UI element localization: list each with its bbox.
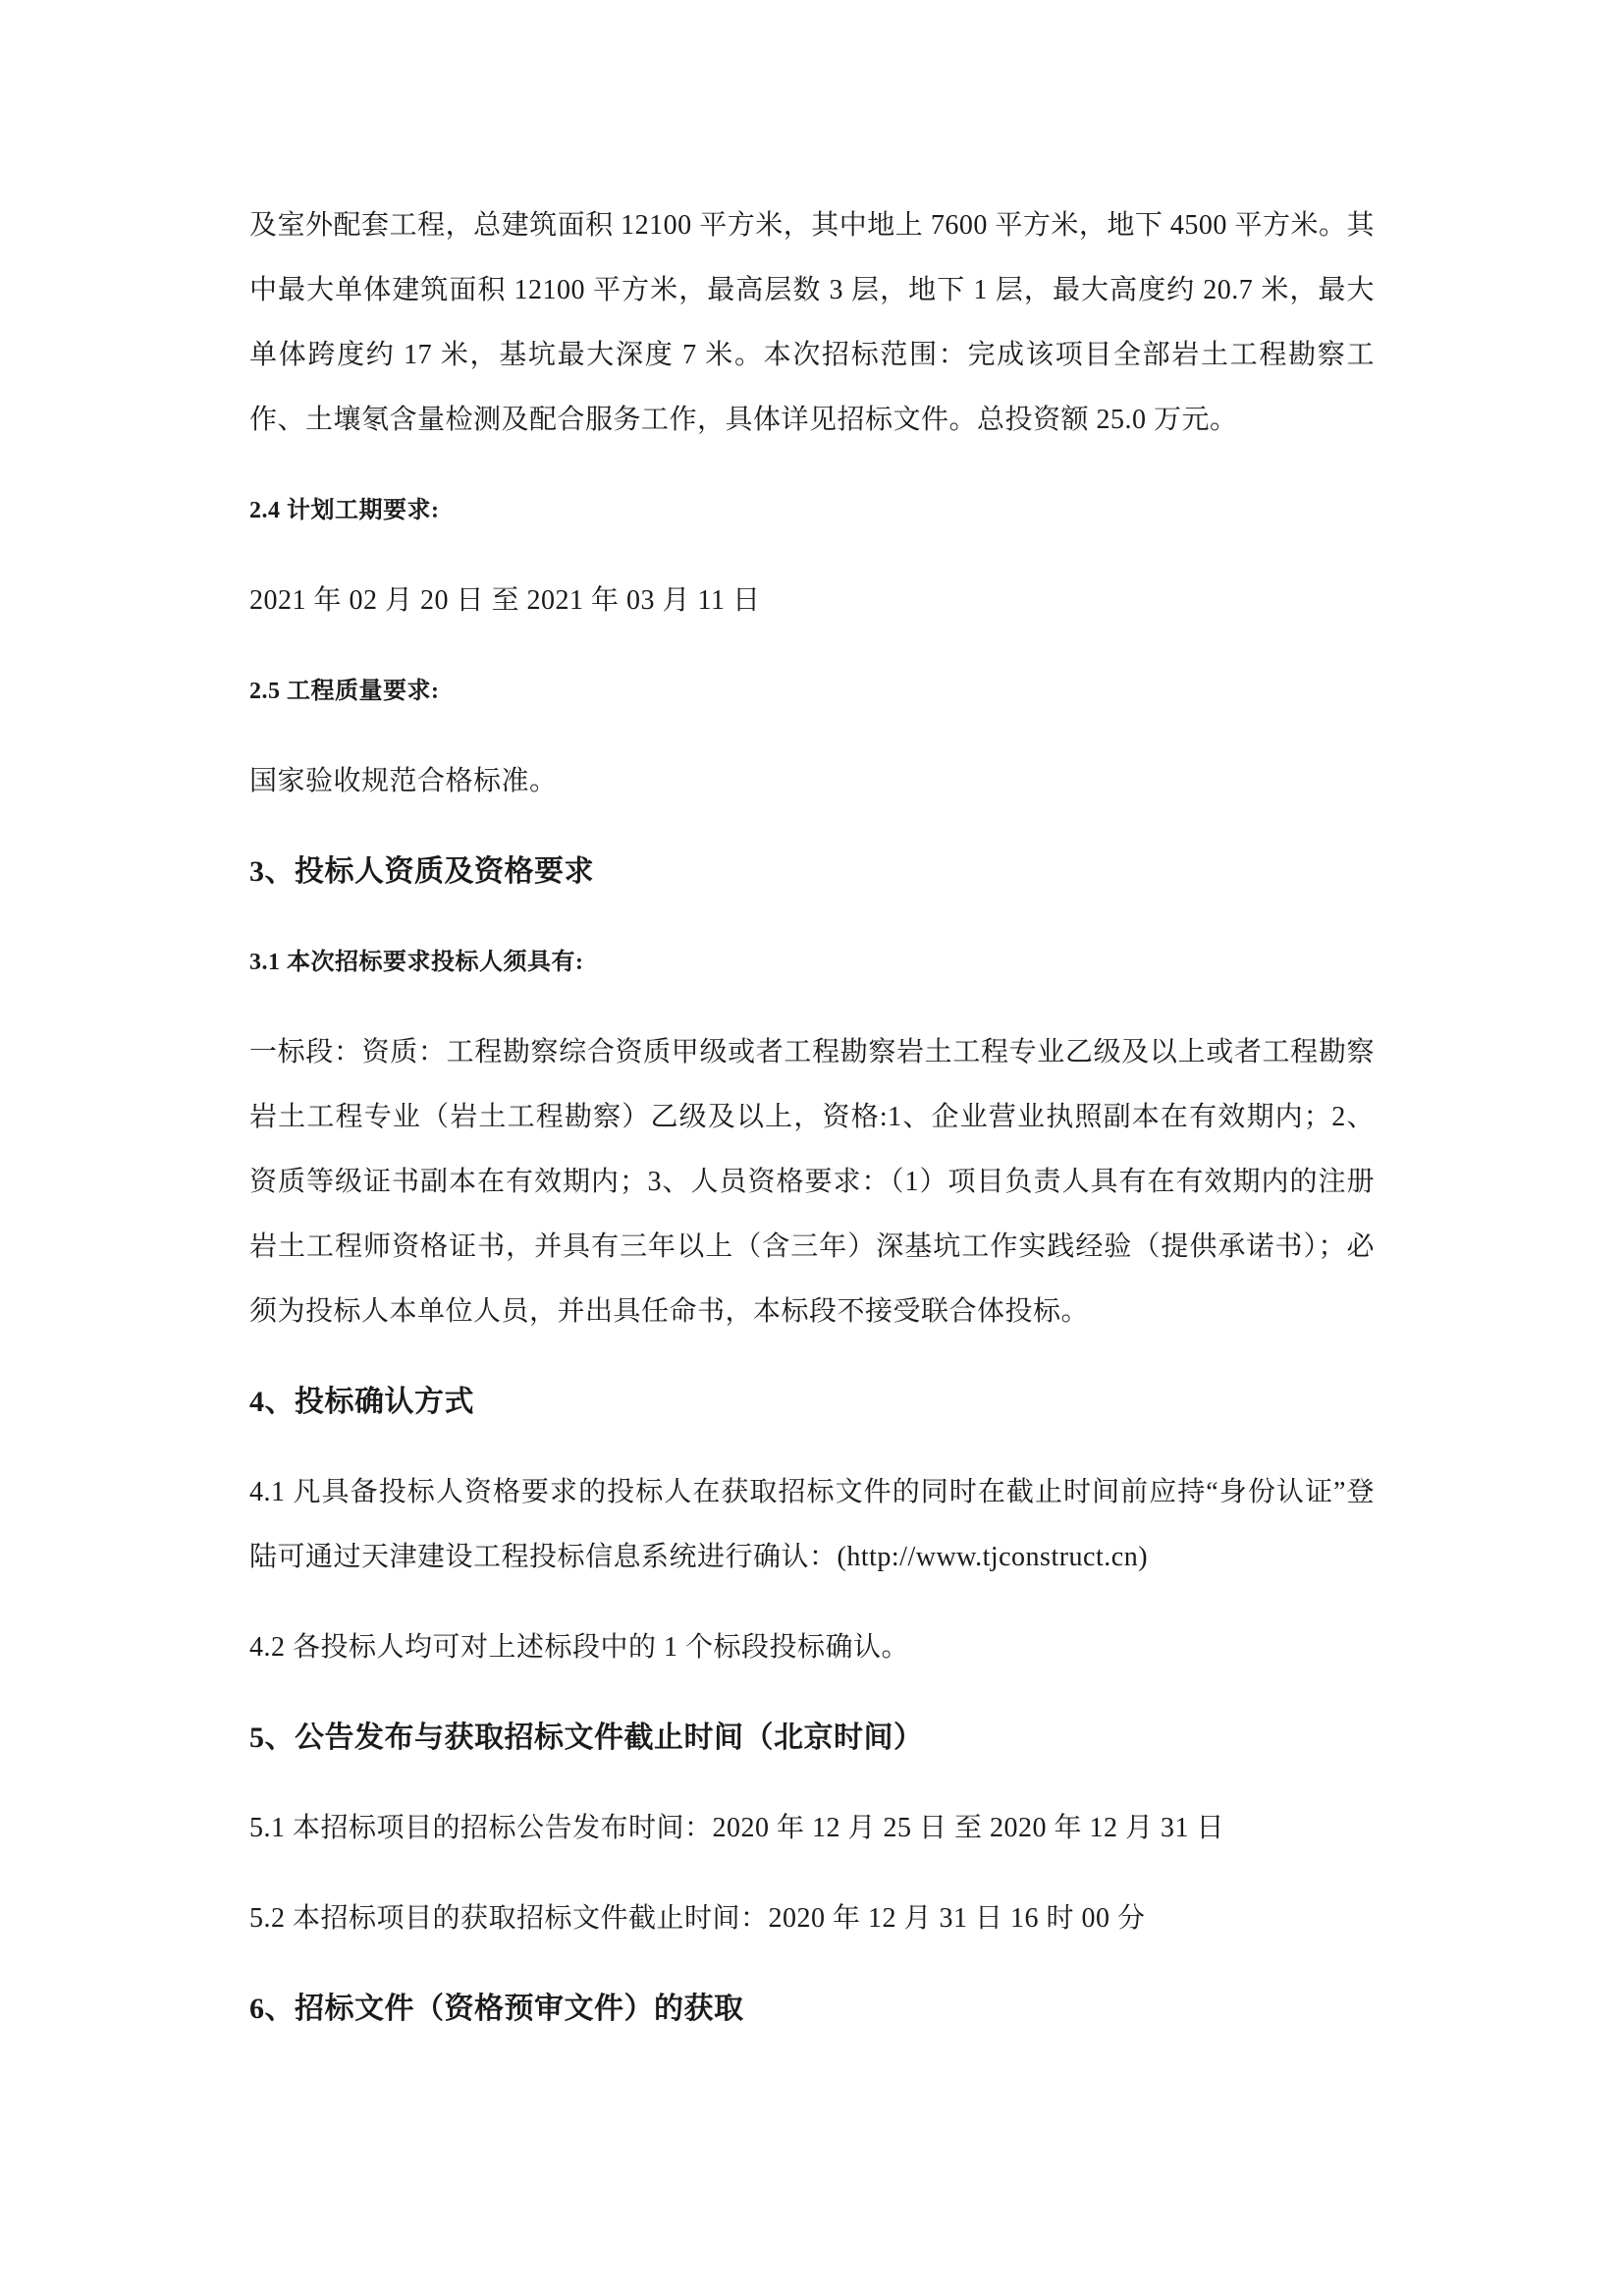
subheading-2-4-schedule: 2.4 计划工期要求:	[249, 498, 440, 523]
section-heading-6-obtain-documents: 6、招标文件（资格预审文件）的获取	[249, 1993, 744, 2025]
paragraph-5-2-deadline: 5.2 本招标项目的获取招标文件截止时间：2020 年 12 月 31 日 16 时 00 分	[249, 1903, 1146, 1934]
document-body	[249, 193, 1375, 2067]
paragraph-quality-standard: 国家验收规范合格标准。	[249, 766, 558, 796]
section-heading-5-announcement: 5、公告发布与获取招标文件截止时间（北京时间）	[249, 1722, 924, 1754]
subheading-2-5-quality: 2.5 工程质量要求:	[249, 679, 440, 704]
paragraph-project-overview: 及室外配套工程，总建筑面积 12100 平方米，其中地上 7600 平方米，地下 4500 平方米。其中最大单体建筑面积 12100 平方米，最高层数 3 层，地下 1 层，最大高度约 20.7 米，最大单体跨度约 17 米，基坑最大深度 7 米。本次招标范围：完成该项目全部岩土工程勘察工作、土壤氡含量检测及配合服务工作，具体详见招标文件。总投资额 25.0 万元。	[249, 210, 1375, 435]
paragraph-4-1-confirmation: 4.1 凡具备投标人资格要求的投标人在获取招标文件的同时在截止时间前应持“身份认证”登陆可通过天津建设工程投标信息系统进行确认：(http://www.tjconstruct.cn)	[249, 1477, 1375, 1572]
paragraph-5-1-announcement-time: 5.1 本招标项目的招标公告发布时间：2020 年 12 月 25 日 至 2020 年 12 月 31 日	[249, 1813, 1225, 1843]
paragraph-4-2-sections: 4.2 各投标人均可对上述标段中的 1 个标段投标确认。	[249, 1632, 910, 1663]
paragraph-schedule-dates: 2021 年 02 月 20 日 至 2021 年 03 月 11 日	[249, 585, 761, 616]
section-heading-3-qualifications: 3、投标人资质及资格要求	[249, 855, 594, 888]
section-heading-4-confirmation: 4、投标确认方式	[249, 1386, 474, 1418]
subheading-3-1-requirements: 3.1 本次招标要求投标人须具有:	[249, 950, 584, 975]
paragraph-bidder-qualifications: 一标段：资质：工程勘察综合资质甲级或者工程勘察岩土工程专业乙级及以上或者工程勘察岩土工程专业（岩土工程勘察）乙级及以上，资格:1、企业营业执照副本在有效期内；2、资质等级证书副本在有效期内；3、人员资格要求：（1）项目负责人具有在有效期内的注册岩土工程师资格证书，并具有三年以上（含三年）深基坑工作实践经验（提供承诺书）；必须为投标人本单位人员，并出具任命书，本标段不接受联合体投标。	[249, 1037, 1375, 1327]
